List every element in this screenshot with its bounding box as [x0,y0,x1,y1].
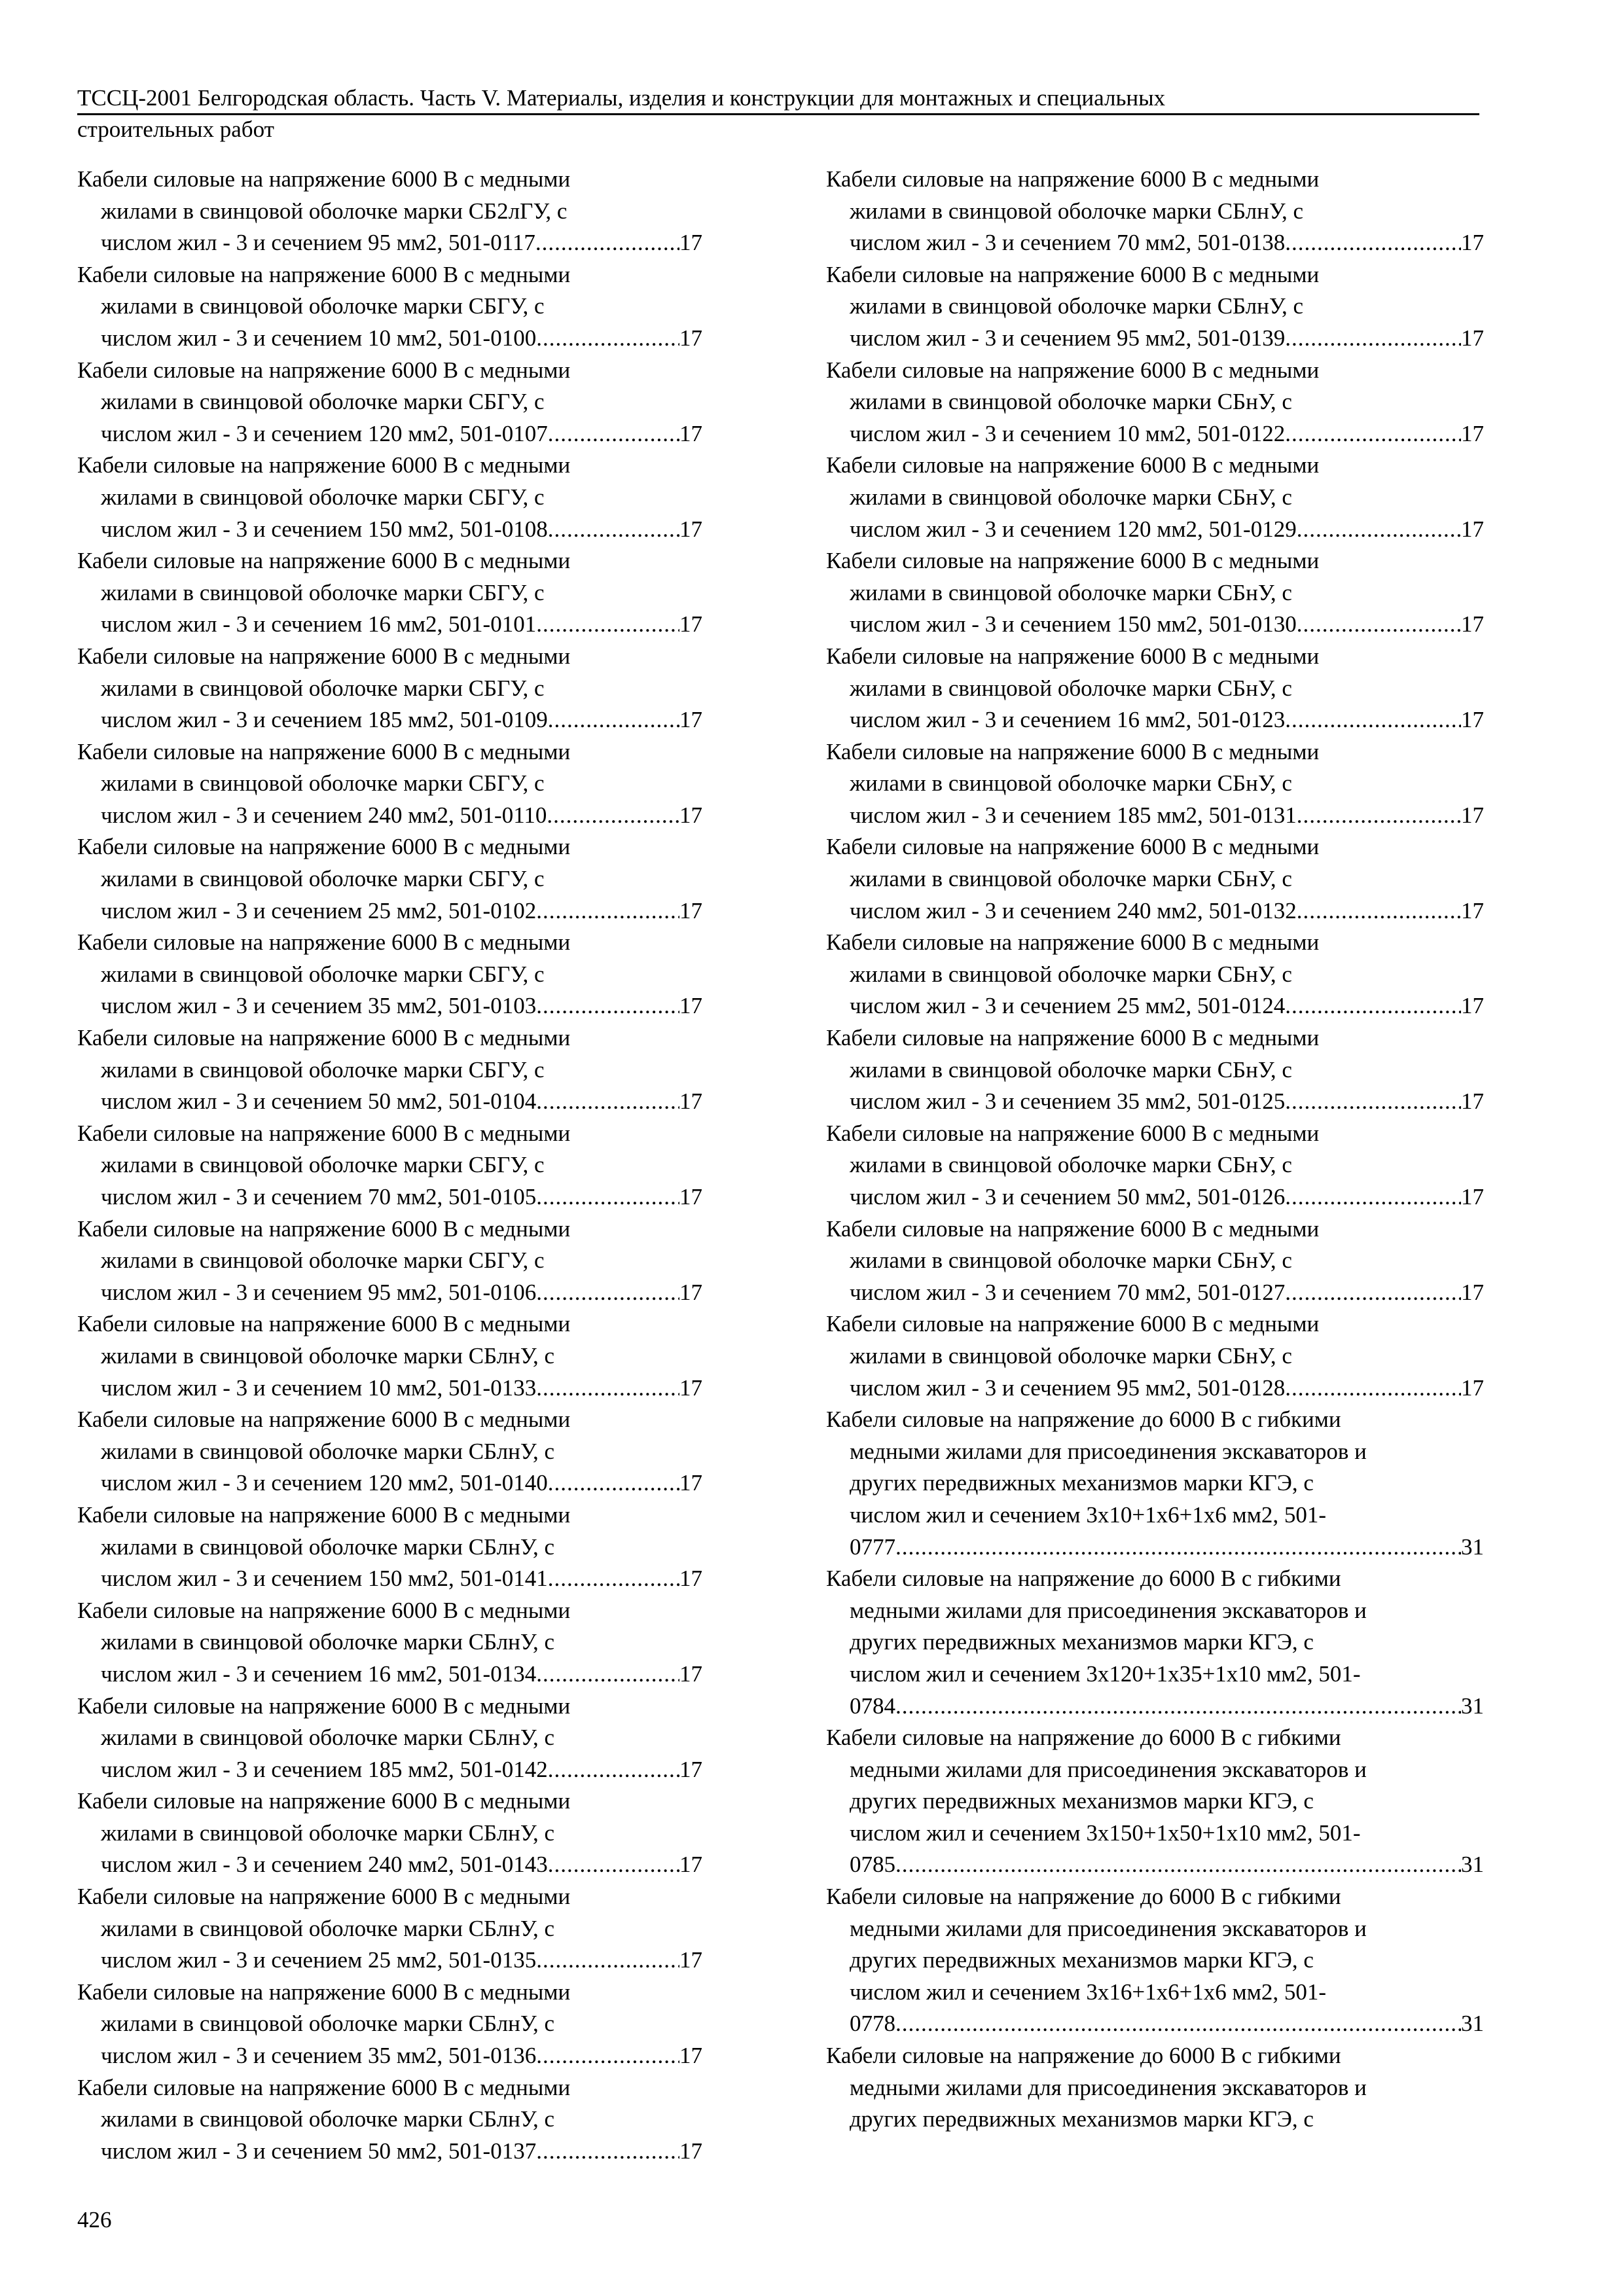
index-entry-text: медными жилами для присоединения экскаваторов и [850,1597,1367,1623]
index-entry-line [77,990,702,1022]
index-entry-page: 17 [679,325,702,351]
index-entry-page: 17 [679,1470,702,1496]
index-entry-text: числом жил - 3 и сечением 95 мм2, 501-0139 [850,325,1286,351]
index-entry [77,831,702,927]
index-entry-page: 17 [1461,1279,1484,1305]
index-entry-text: жилами в свинцовой оболочке марки СБлнУ, с [101,1342,554,1369]
index-entry-text: жилами в свинцовой оболочке марки СБГУ, с [101,770,545,797]
leader-dots [548,1563,679,1595]
index-entry-line [77,800,702,832]
index-entry-text: медными жилами для присоединения экскаваторов и [850,1438,1367,1464]
index-entry [826,164,1484,259]
index-entry [77,736,702,832]
index-entry-page: 17 [679,707,702,733]
leader-dots [1285,990,1461,1022]
index-entry-text: Кабели силовые на напряжение до 6000 В с гибкими [826,1566,1341,1592]
index-entry [826,927,1484,1022]
index-entry [826,1308,1484,1404]
index-entry-text: числом жил - 3 и сечением 25 мм2, 501-0102 [101,897,537,924]
index-entry-line [826,2008,1484,2040]
index-entry-text: числом жил - 3 и сечением 70 мм2, 501-0138 [850,230,1286,256]
index-entry-page: 31 [1461,1693,1484,1719]
index-entry [826,2040,1484,2136]
index-entry-text: жилами в свинцовой оболочке марки СБлнУ, с [101,2106,554,2132]
index-entry-text: жилами в свинцовой оболочке марки СБнУ, с [850,961,1292,987]
index-entry-page: 17 [679,1184,702,1210]
index-entry-line [77,1945,702,1977]
index-entry-text: других передвижных механизмов марки КГЭ, с [850,1788,1314,1814]
index-entry-text: числом жил - 3 и сечением 25 мм2, 501-0135 [101,1947,537,1973]
leader-dots [1297,895,1461,927]
index-entry-text: других передвижных механизмов марки КГЭ, с [850,1629,1314,1655]
leader-dots [1297,800,1461,832]
leader-dots [536,1277,679,1309]
index-entry-text: числом жил - 3 и сечением 240 мм2, 501-0110 [101,802,547,828]
index-entry-text: Кабели силовые на напряжение до 6000 В с гибкими [826,1884,1341,1910]
index-entry-text: Кабели силовые на напряжение до 6000 В с гибкими [826,2043,1341,2069]
index-entry-text: Кабели силовые на напряжение 6000 В с медными [77,1407,571,1433]
index-entry-text: Кабели силовые на напряжение 6000 В с медными [77,261,571,287]
index-entry [826,736,1484,832]
index-entry-line [826,895,1484,927]
index-entry-text: числом жил - 3 и сечением 185 мм2, 501-0142 [101,1756,548,1782]
index-entry [77,164,702,259]
index-entry-text: жилами в свинцовой оболочке марки СБнУ, с [850,579,1292,605]
index-entry-text: жилами в свинцовой оболочке марки СБГУ, с [101,579,545,605]
index-entry-text: Кабели силовые на напряжение 6000 В с медными [77,1788,571,1814]
index-entry-text: Кабели силовые на напряжение 6000 В с медными [77,1025,571,1051]
index-entry-line [77,704,702,736]
index-entry [826,1022,1484,1118]
index-entry-page: 17 [1461,611,1484,637]
index-entry-text: жилами в свинцовой оболочке марки СБлнУ, с [101,2011,554,2037]
index-entry-line [826,1372,1484,1405]
index-entry-text: жилами в свинцовой оболочке марки СБГУ, с [101,293,545,319]
index-entry-text: жилами в свинцовой оболочке марки СБлнУ, с [101,1915,554,1941]
index-entry-text: 0785 [850,1852,895,1878]
index-entry [77,259,702,355]
index-entry-line [826,704,1484,736]
index-entry-text: Кабели силовые на напряжение 6000 В с медными [826,452,1320,478]
index-entry-line [77,1849,702,1881]
index-entry [826,259,1484,355]
index-entry [77,1308,702,1404]
index-entry-text: числом жил - 3 и сечением 25 мм2, 501-0124 [850,993,1286,1019]
index-column-left [77,164,702,2167]
index-entry-page: 17 [679,1374,702,1401]
index-entry-text: числом жил - 3 и сечением 10 мм2, 501-0122 [850,420,1286,446]
index-entry-text: жилами в свинцовой оболочке марки СБГУ, с [101,1247,545,1274]
index-entry-text: жилами в свинцовой оболочке марки СБлнУ, с [101,1820,554,1846]
index-entry-text: жилами в свинцовой оболочке марки СБлнУ, с [101,1629,554,1655]
index-entry-text: Кабели силовые на напряжение 6000 В с медными [77,1311,571,1337]
index-entry-text: Кабели силовые на напряжение до 6000 В с гибкими [826,1407,1341,1433]
index-entry-text: числом жил - 3 и сечением 35 мм2, 501-0103 [101,993,537,1019]
index-entry-line [77,1277,702,1309]
index-entry-page: 17 [1461,993,1484,1019]
index-entry-page: 17 [679,993,702,1019]
page-number: 426 [77,2207,112,2233]
index-entry-line [77,1659,702,1691]
index-entry [77,1785,702,1881]
index-entry-text: числом жил - 3 и сечением 240 мм2, 501-0132 [850,897,1297,924]
index-entry [77,927,702,1022]
index-entry-text: Кабели силовые на напряжение 6000 В с медными [826,1120,1320,1146]
index-entry-text: Кабели силовые на напряжение 6000 В с медными [77,2074,571,2100]
index-entry-text: жилами в свинцовой оболочке марки СБГУ, с [101,1056,545,1083]
leader-dots [536,1372,679,1405]
leader-dots [1285,418,1461,450]
leader-dots [548,514,679,546]
index-entry-text: жилами в свинцовой оболочке марки СБлнУ, с [850,198,1303,224]
index-entry-text: Кабели силовые на напряжение 6000 В с медными [77,1979,571,2005]
index-entry-text: 0784 [850,1693,895,1719]
index-entry-text: числом жил и сечением 3х150+1х50+1х10 мм2, 501- [850,1820,1361,1846]
index-entry-text: других передвижных механизмов марки КГЭ, с [850,1470,1314,1496]
index-entry-text: Кабели силовые на напряжение 6000 В с медными [826,548,1320,574]
index-entry [77,1977,702,2072]
index-entry-page: 17 [679,897,702,924]
index-entry-text: числом жил - 3 и сечением 120 мм2, 501-0107 [101,420,548,446]
index-entry-page: 17 [679,1660,702,1687]
leader-dots [1285,323,1461,355]
index-entry-text: Кабели силовые на напряжение 6000 В с медными [826,643,1320,669]
index-entry [77,1022,702,1118]
index-entry-page: 17 [1461,230,1484,256]
index-entry-page: 17 [1461,1088,1484,1115]
index-entry-text: 0777 [850,1534,895,1560]
index-entry-text: жилами в свинцовой оболочке марки СБГУ, с [101,675,545,701]
index-entry [826,545,1484,641]
index-entry [77,1881,702,1977]
leader-dots [548,1754,679,1786]
index-entry-page: 31 [1461,2011,1484,2037]
leader-dots [1285,227,1461,259]
leader-dots [548,1849,679,1881]
index-entry-line [826,1532,1484,1564]
index-entry-text: числом жил - 3 и сечением 16 мм2, 501-0101 [101,611,537,637]
leader-dots [1297,514,1461,546]
leader-dots [536,323,679,355]
index-entry-line [77,1181,702,1213]
index-entry-text: числом жил - 3 и сечением 95 мм2, 501-0128 [850,1374,1286,1401]
index-entry-text: числом жил - 3 и сечением 150 мм2, 501-0141 [101,1566,548,1592]
index-entry-text: числом жил - 3 и сечением 16 мм2, 501-0123 [850,707,1286,733]
index-entry-text: числом жил - 3 и сечением 35 мм2, 501-0136 [101,2043,537,2069]
index-entry-line [77,1086,702,1118]
leader-dots [1297,609,1461,641]
index-entry-text: Кабели силовые на напряжение 6000 В с медными [826,738,1320,764]
index-entry-page: 17 [1461,516,1484,542]
index-entry [77,641,702,736]
leader-dots [536,1659,679,1691]
index-entry-line [77,514,702,546]
index-entry-text: Кабели силовые на напряжение 6000 В с медными [77,357,571,383]
index-entry-page: 17 [679,802,702,828]
index-entry [826,831,1484,927]
leader-dots [547,800,679,832]
index-entry-text: Кабели силовые на напряжение 6000 В с медными [826,1311,1320,1337]
leader-dots [536,2136,679,2168]
leader-dots [895,1532,1461,1564]
index-entry-text: жилами в свинцовой оболочке марки СБнУ, с [850,866,1292,892]
index-entry [77,545,702,641]
leader-dots [536,895,679,927]
index-entry-page: 17 [679,230,702,256]
index-entry-page: 31 [1461,1852,1484,1878]
index-entry-text: Кабели силовые на напряжение 6000 В с медными [826,261,1320,287]
index-entry [77,450,702,545]
leader-dots [536,1086,679,1118]
index-entry-text: числом жил - 3 и сечением 16 мм2, 501-0134 [101,1660,537,1687]
index-entry-line [77,1467,702,1499]
index-entry [826,1881,1484,2040]
index-entry-text: числом жил - 3 и сечением 70 мм2, 501-0127 [850,1279,1286,1305]
index-entry-text: жилами в свинцовой оболочке марки СБлнУ, с [101,1534,554,1560]
index-entry [826,1213,1484,1309]
index-entry [826,355,1484,450]
leader-dots [536,1945,679,1977]
index-entry [826,1118,1484,1213]
index-entry-page: 17 [1461,707,1484,733]
index-entry-text: жилами в свинцовой оболочке марки СБнУ, с [850,484,1292,510]
index-entry-line [826,990,1484,1022]
index-entry-text: других передвижных механизмов марки КГЭ, с [850,1947,1314,1973]
index-entry [77,1118,702,1213]
index-entry [77,355,702,450]
index-entry-text: Кабели силовые на напряжение 6000 В с медными [77,643,571,669]
index-entry [77,1595,702,1691]
index-entry-text: Кабели силовые на напряжение 6000 В с медными [77,834,571,860]
index-entry-text: Кабели силовые на напряжение 6000 В с медными [77,1501,571,1528]
index-entry-text: медными жилами для присоединения экскаваторов и [850,2074,1367,2100]
leader-dots [1285,1277,1461,1309]
index-entry-text: Кабели силовые на напряжение 6000 В с медными [826,166,1320,192]
index-entry-page: 17 [1461,420,1484,446]
index-entry [826,641,1484,736]
index-entry-text: числом жил - 3 и сечением 10 мм2, 501-0100 [101,325,537,351]
index-entry-line [77,1372,702,1405]
leader-dots [895,1691,1461,1723]
index-entry-line [826,1691,1484,1723]
index-entry-text: жилами в свинцовой оболочке марки СБлнУ, с [850,293,1303,319]
index-entry-text: числом жил - 3 и сечением 35 мм2, 501-0125 [850,1088,1286,1115]
index-entry-page: 17 [679,2043,702,2069]
index-entry-page: 17 [679,1756,702,1782]
index-entry-text: числом жил и сечением 3х120+1х35+1х10 мм2, 501- [850,1660,1361,1687]
index-entry-text: числом жил - 3 и сечением 95 мм2, 501-0117 [101,230,535,256]
index-entry-page: 17 [679,420,702,446]
index-entry [826,1722,1484,1881]
index-entry-text: Кабели силовые на напряжение 6000 В с медными [77,452,571,478]
index-entry-text: числом жил - 3 и сечением 150 мм2, 501-0108 [101,516,548,542]
index-entry-text: других передвижных механизмов марки КГЭ, с [850,2106,1314,2132]
index-entry-page: 17 [1461,802,1484,828]
index-entry-text: числом жил - 3 и сечением 50 мм2, 501-0104 [101,1088,537,1115]
index-entry-page: 17 [679,516,702,542]
index-entry-text: числом жил - 3 и сечением 95 мм2, 501-0106 [101,1279,537,1305]
leader-dots [1285,1086,1461,1118]
index-entry-text: жилами в свинцовой оболочке марки СБГУ, с [101,961,545,987]
index-entry-text: Кабели силовые на напряжение 6000 В с медными [826,1025,1320,1051]
index-entry-line [826,800,1484,832]
index-entry-line [77,2040,702,2072]
index-entry-page: 17 [679,1566,702,1592]
index-entry-line [77,895,702,927]
index-entry [77,1691,702,1786]
index-entry-line [77,1563,702,1595]
leader-dots [548,418,679,450]
index-entry-line [826,323,1484,355]
index-entry-text: Кабели силовые на напряжение 6000 В с медными [826,929,1320,956]
index-entry-line [826,1181,1484,1213]
leader-dots [548,704,679,736]
index-entry-text: жилами в свинцовой оболочке марки СБнУ, с [850,1247,1292,1274]
index-entry-text: Кабели силовые на напряжение 6000 В с медными [826,834,1320,860]
index-entry-text: числом жил - 3 и сечением 120 мм2, 501-0140 [101,1470,548,1496]
index-entry-text: числом жил и сечением 3х10+1х6+1х6 мм2, 501- [850,1501,1327,1528]
index-entry-text: Кабели силовые на напряжение 6000 В с медными [826,1215,1320,1242]
index-entry-text: жилами в свинцовой оболочке марки СБГУ, с [101,866,545,892]
index-entry-text: Кабели силовые на напряжение 6000 В с медными [77,1215,571,1242]
index-entry [77,1499,702,1595]
index-entry-text: Кабели силовые на напряжение 6000 В с медными [77,548,571,574]
index-entry [826,450,1484,545]
index-column-right [826,164,1484,2136]
index-entry-text: Кабели силовые на напряжение 6000 В с медными [826,357,1320,383]
index-entry-page: 17 [1461,1374,1484,1401]
index-entry-text: жилами в свинцовой оболочке марки СБнУ, с [850,675,1292,701]
index-entry-text: числом жил - 3 и сечением 185 мм2, 501-0109 [101,707,548,733]
index-entry-text: жилами в свинцовой оболочке марки СБГУ, с [101,484,545,510]
index-entry-page: 31 [1461,1534,1484,1560]
page-header [77,84,1479,143]
index-entry-text: Кабели силовые на напряжение до 6000 В с гибкими [826,1725,1341,1751]
index-entry-page: 17 [679,1088,702,1115]
index-entry [826,1563,1484,1722]
index-entry-text: Кабели силовые на напряжение 6000 В с медными [77,1884,571,1910]
index-entry-text: Кабели силовые на напряжение 6000 В с медными [77,929,571,956]
index-entry-text: жилами в свинцовой оболочке марки СБнУ, с [850,389,1292,415]
index-entry-line [77,227,702,259]
index-entry [77,2072,702,2168]
leader-dots [548,1467,679,1499]
index-entry-text: Кабели силовые на напряжение 6000 В с медными [77,1120,571,1146]
index-entry-text: числом жил - 3 и сечением 10 мм2, 501-0133 [101,1374,537,1401]
index-entry-text: Кабели силовые на напряжение 6000 В с медными [77,1597,571,1623]
leader-dots [1285,1181,1461,1213]
index-entry-page: 17 [679,611,702,637]
index-entry-text: Кабели силовые на напряжение 6000 В с медными [77,1693,571,1719]
index-entry-line [77,2136,702,2168]
index-entry-line [77,609,702,641]
index-entry-text: медными жилами для присоединения экскаваторов и [850,1915,1367,1941]
index-entry-text: числом жил - 3 и сечением 50 мм2, 501-0137 [101,2138,537,2164]
index-entry [77,1404,702,1499]
index-entry-text: числом жил - 3 и сечением 120 мм2, 501-0129 [850,516,1297,542]
index-entry-text: жилами в свинцовой оболочке марки СБ2лГУ, с [101,198,568,224]
index-entry-line [826,1277,1484,1309]
index-entry-text: медными жилами для присоединения экскаваторов и [850,1756,1367,1782]
leader-dots [536,1181,679,1213]
index-entry-text: жилами в свинцовой оболочке марки СБлнУ, с [101,1725,554,1751]
index-entry-line [826,1086,1484,1118]
index-entry-line [826,1849,1484,1881]
index-entry-text: жилами в свинцовой оболочке марки СБГУ, с [101,389,545,415]
index-entry [77,1213,702,1309]
leader-dots [536,990,679,1022]
index-entry-page: 17 [1461,1184,1484,1210]
index-entry-text: числом жил - 3 и сечением 150 мм2, 501-0130 [850,611,1297,637]
index-entry-page: 17 [679,2138,702,2164]
index-entry-page: 17 [679,1947,702,1973]
index-entry-page: 17 [1461,325,1484,351]
index-entry-text: Кабели силовые на напряжение 6000 В с медными [77,166,571,192]
leader-dots [536,609,679,641]
index-entry-text: жилами в свинцовой оболочке марки СБлнУ, с [101,1438,554,1464]
index-entry-line [77,418,702,450]
index-entry-line [77,323,702,355]
index-entry-page: 17 [679,1852,702,1878]
index-entry-text: жилами в свинцовой оболочке марки СБнУ, с [850,1342,1292,1369]
index-entry-line [77,1754,702,1786]
index-entry-page: 17 [1461,897,1484,924]
index-entry-text: Кабели силовые на напряжение 6000 В с медными [77,738,571,764]
leader-dots [895,2008,1461,2040]
index-entry-text: жилами в свинцовой оболочке марки СБнУ, с [850,770,1292,797]
index-entry-text: жилами в свинцовой оболочке марки СБГУ, с [101,1152,545,1178]
leader-dots [1285,704,1461,736]
leader-dots [535,227,679,259]
index-entry-line [826,418,1484,450]
header-title-line1: ТССЦ-2001 Белгородская область. Часть V. Материалы, изделия и конструкции для монтажных и специальных [77,84,1479,115]
index-entry-text: 0778 [850,2011,895,2037]
index-entry [826,1404,1484,1563]
index-entry-line [826,609,1484,641]
leader-dots [895,1849,1461,1881]
leader-dots [536,2040,679,2072]
index-entry-line [826,227,1484,259]
index-entry-text: жилами в свинцовой оболочке марки СБнУ, с [850,1152,1292,1178]
index-entry-text: числом жил и сечением 3х16+1х6+1х6 мм2, 501- [850,1979,1327,2005]
index-entry-text: числом жил - 3 и сечением 50 мм2, 501-0126 [850,1184,1286,1210]
index-entry-page: 17 [679,1279,702,1305]
index-entry-text: числом жил - 3 и сечением 240 мм2, 501-0143 [101,1852,548,1878]
index-entry-text: жилами в свинцовой оболочке марки СБнУ, с [850,1056,1292,1083]
header-title-line2: строительных работ [77,117,274,142]
index-entry-line [826,514,1484,546]
leader-dots [1285,1372,1461,1405]
index-entry-text: числом жил - 3 и сечением 70 мм2, 501-0105 [101,1184,537,1210]
index-entry-text: числом жил - 3 и сечением 185 мм2, 501-0131 [850,802,1297,828]
